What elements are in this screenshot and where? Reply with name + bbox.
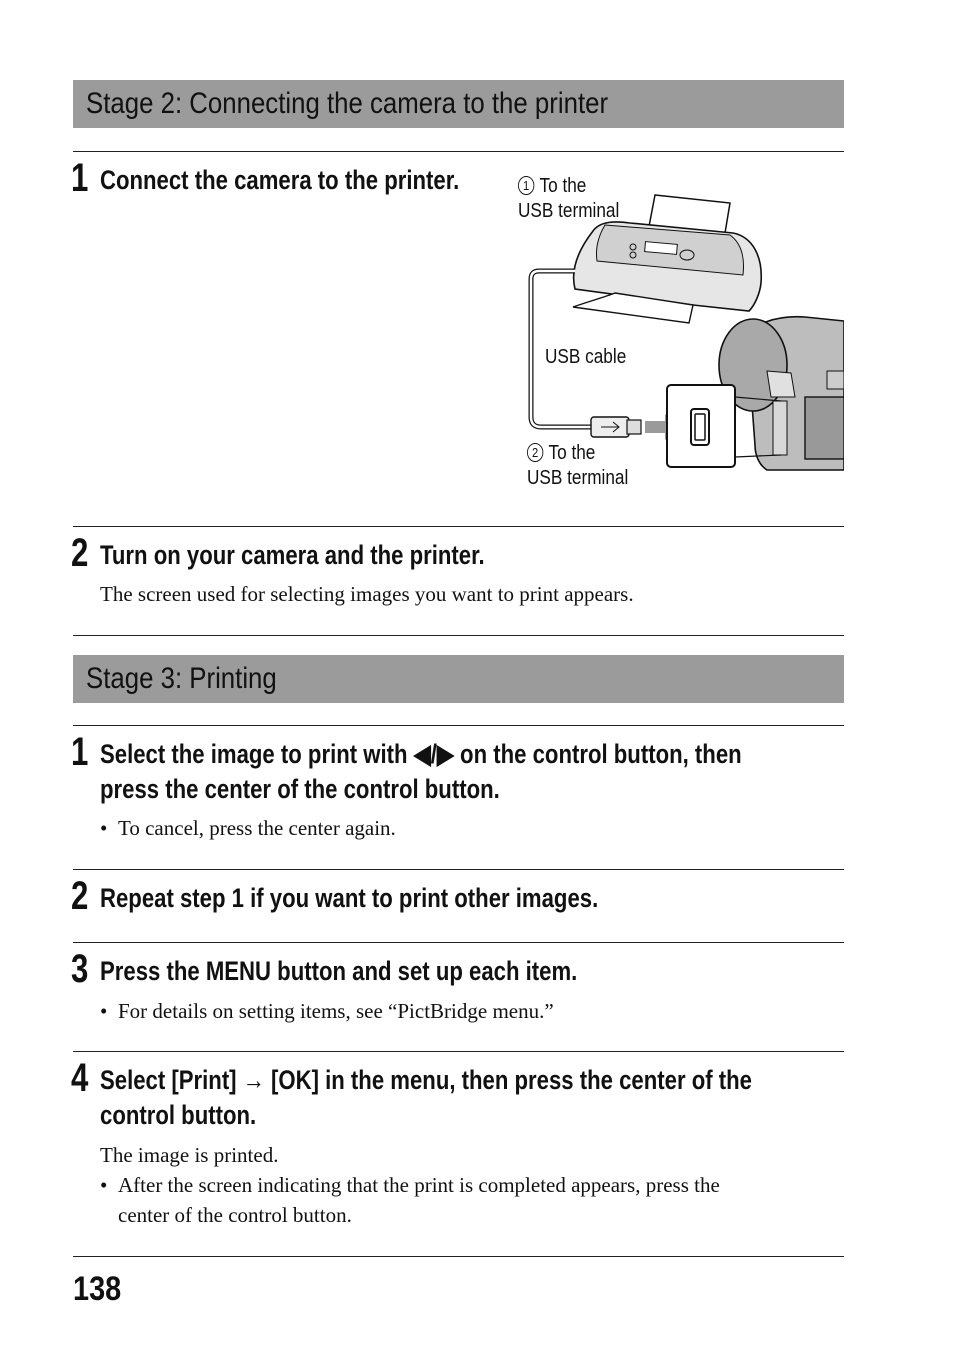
divider bbox=[73, 635, 844, 636]
usb-terminal-label-2: 2 To the bbox=[527, 440, 595, 466]
stage2-heading: Stage 2: Connecting the camera to the printer bbox=[73, 80, 844, 128]
divider bbox=[73, 526, 844, 527]
page-number: 138 bbox=[73, 1270, 122, 1308]
step-title: Turn on your camera and the printer. bbox=[100, 540, 485, 570]
usb-terminal-label-2-line2: USB terminal bbox=[527, 467, 629, 489]
usb-connection-diagram bbox=[505, 165, 844, 495]
step-number: 1 bbox=[71, 156, 89, 200]
step-number: 1 bbox=[71, 730, 89, 774]
step-title-line1: Select the image to print with ◀/▶ on the control button, then bbox=[100, 739, 742, 769]
usb-terminal-label-1-line2: USB terminal bbox=[518, 200, 620, 222]
divider bbox=[73, 1256, 844, 1257]
divider bbox=[73, 1051, 844, 1052]
stage3-heading: Stage 3: Printing bbox=[73, 655, 844, 703]
step-title-line2: press the center of the control button. bbox=[100, 774, 500, 804]
usb-cable-label: USB cable bbox=[545, 346, 627, 368]
step-title-line1: Select [Print] → [OK] in the menu, then press the center of the bbox=[100, 1065, 752, 1095]
divider bbox=[73, 725, 844, 726]
step-number: 2 bbox=[71, 531, 89, 575]
usb-terminal-label-1: 1 To the bbox=[518, 173, 586, 199]
step-number: 4 bbox=[71, 1056, 89, 1100]
step-title-line2: control button. bbox=[100, 1100, 257, 1130]
step-title: Press the MENU button and set up each item. bbox=[100, 956, 578, 986]
divider bbox=[73, 151, 844, 152]
printer-display bbox=[645, 242, 678, 255]
step-description: The screen used for selecting images you want to print appears. bbox=[100, 582, 634, 606]
step-number: 3 bbox=[71, 947, 89, 991]
divider bbox=[73, 869, 844, 870]
step-title: Connect the camera to the printer. bbox=[100, 165, 460, 195]
step-number: 2 bbox=[71, 874, 89, 918]
step-description: The image is printed. bbox=[100, 1143, 279, 1167]
camera-screen bbox=[805, 397, 844, 459]
step-title: Repeat step 1 if you want to print other images. bbox=[100, 883, 599, 913]
divider bbox=[73, 942, 844, 943]
